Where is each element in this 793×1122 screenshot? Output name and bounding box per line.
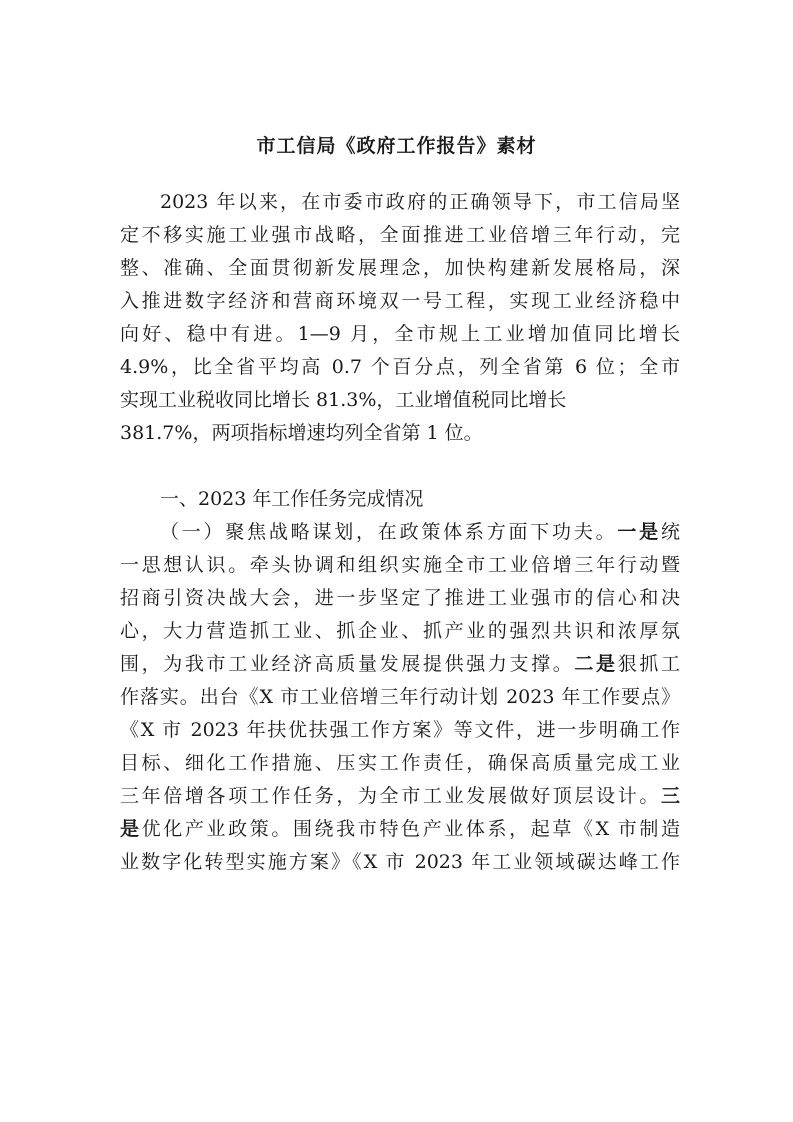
- paragraph-line: 实现工业税收同比增长 81.3%，工业增值税同比增长: [120, 389, 567, 411]
- subsection-line: 目标、细化工作措施、压实工作责任，确保高质量完成工业: [120, 752, 680, 774]
- line-fragment: 三年倍增各项工作任务，为全市工业发展做好顶层设计。: [120, 785, 661, 807]
- document-title: 市工信局《政府工作报告》素材: [256, 135, 537, 157]
- subsection-line: 业数字化转型实施方案》《X 市 2023 年工业领域碳达峰工作: [120, 851, 680, 873]
- paragraph-line: 整、准确、全面贯彻新发展理念，加快构建新发展格局，深: [120, 257, 680, 279]
- subsection-line: [120, 650, 680, 678]
- subsection-line: [160, 518, 680, 546]
- line-fragment: 围，为我市工业经济高质量发展提供强力支撑。: [120, 653, 575, 675]
- subsection-line: [120, 782, 680, 810]
- line-fragment: 优化产业政策。围绕我市特色产业体系，起草《X 市制造: [141, 818, 680, 840]
- bold-marker: 一是: [617, 521, 661, 543]
- bold-marker: 三: [660, 785, 680, 807]
- paragraph-line: 4.9%，比全省平均高 0.7 个百分点，列全省第 6 位；全市: [120, 356, 680, 378]
- line-fragment: 狠抓工: [617, 653, 680, 675]
- paragraph-line: 入推进数字经济和营商环境双一号工程，实现工业经济稳中: [120, 290, 680, 312]
- bold-marker: 是: [120, 818, 142, 840]
- line-fragment: 统: [660, 521, 680, 543]
- bold-marker: 二是: [574, 653, 618, 675]
- subsection-line: 心，大力营造抓工业、抓企业、抓产业的强烈共识和浓厚氛: [120, 620, 680, 642]
- subsection-line: 《X 市 2023 年扶优扶强工作方案》等文件，进一步明确工作: [120, 719, 680, 741]
- subsection-heading: （一）聚焦战略谋划，在政策体系方面下功夫。: [160, 521, 618, 543]
- subsection-line: [120, 815, 680, 843]
- subsection-line: 招商引资决战大会，进一步坚定了推进工业强市的信心和决: [120, 587, 680, 609]
- section-heading: 一、2023 年工作任务完成情况: [160, 488, 424, 510]
- paragraph-line: 定不移实施工业强市战略，全面推进工业倍增三年行动，完: [120, 224, 680, 246]
- paragraph-line: 向好、稳中有进。1—9 月，全市规上工业增加值同比增长: [120, 323, 680, 345]
- subsection-line: 一思想认识。牵头协调和组织实施全市工业倍增三年行动暨: [120, 554, 680, 576]
- paragraph-line: 2023 年以来，在市委市政府的正确领导下，市工信局坚: [160, 191, 680, 213]
- subsection-line: 作落实。出台《X 市工业倍增三年行动计划 2023 年工作要点》: [120, 686, 680, 708]
- paragraph-line: 381.7%，两项指标增速均列全省第 1 位。: [120, 422, 483, 444]
